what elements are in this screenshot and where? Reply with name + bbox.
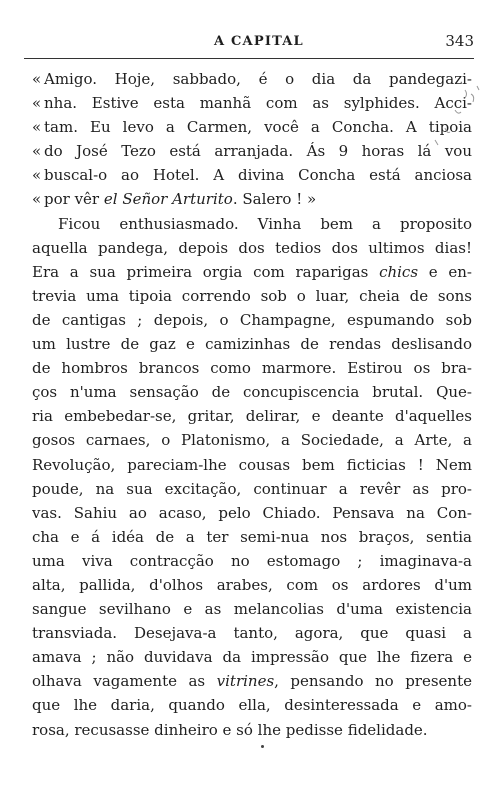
text-line (32, 67, 472, 91)
text-line (32, 621, 472, 645)
line-text: Era a sua primeira orgia com raparigas (32, 262, 380, 281)
line-text: Revolução, pareciam-lhe cousas bem ficticias ! Nem (32, 455, 472, 474)
text-line (32, 163, 472, 187)
line-text: , pensando no presente (274, 672, 472, 691)
line-text: e en- (418, 262, 472, 281)
text-line (32, 693, 472, 717)
line-text: trevia uma tipoia correndo sob o luar, cheia de sons (32, 286, 472, 305)
text-line (32, 453, 472, 477)
line-text: . Salero ! » (232, 190, 317, 209)
quote-mark: « (32, 118, 42, 137)
text-line (32, 573, 472, 597)
body-text (32, 67, 472, 742)
text-line (32, 115, 472, 139)
text-line (32, 597, 472, 621)
line-text: que lhe daria, quando ella, desinteressada e amo- (32, 696, 472, 715)
line-text: amava ; não duvidava da impressão que lhe fizera e (32, 648, 472, 667)
line-text: por vêr (44, 190, 104, 209)
line-text: ria embebedar-se, gritar, delirar, e deante d'aquelles (32, 407, 472, 426)
text-line (32, 356, 472, 380)
italic-text: el Señor Arturito (103, 190, 233, 209)
line-text: aquella pandega, depois dos tedios dos ultimos dias! (32, 238, 472, 257)
line-text: rosa, recusasse dinheiro e só lhe pedisse fidelidade. (32, 720, 428, 739)
header-rule (24, 58, 474, 59)
text-line (32, 284, 472, 308)
text-line (32, 260, 472, 284)
line-text: olhava vagamente as (32, 672, 217, 691)
line-text: Ficou enthusiasmado. Vinha bem a proposito (58, 214, 472, 233)
text-line (32, 718, 472, 742)
line-text: de cantigas ; depois, o Champagne, espumando sob (32, 310, 472, 329)
line-text: alta, pallida, d'olhos arabes, com os ardores d'um (32, 575, 472, 594)
running-title: A CAPITAL (214, 34, 304, 49)
line-text: poude, na sua excitação, continuar a revêr as pro- (32, 479, 472, 498)
text-line (32, 332, 472, 356)
line-text: transviada. Desejava-a tanto, agora, que quasi a (32, 624, 472, 643)
line-text: nha. Estive esta manhã com as sylphides. Acci- (44, 94, 472, 113)
text-line (32, 428, 472, 452)
quote-mark: « (32, 142, 42, 161)
text-line (32, 91, 472, 115)
page-dot (261, 745, 264, 748)
italic-text: vitrines (216, 672, 275, 691)
margin-scribble-marks (425, 80, 485, 160)
text-line (32, 669, 472, 693)
text-line (32, 645, 472, 669)
line-text: Amigo. Hoje, sabbado, é o dia da pandegazi- (44, 70, 472, 88)
line-text: ços n'uma sensação de concupiscencia brutal. Que- (32, 383, 472, 402)
line-text: de hombros brancos como marmore. Estirou os bra- (32, 359, 472, 378)
line-text: uma viva contracção no estomago ; imaginava-a (32, 551, 472, 570)
quote-mark: « (32, 166, 42, 185)
line-text: do José Tezo está arranjada. Ás 9 horas lá vou (44, 142, 472, 161)
line-text: buscal-o ao Hotel. A divina Concha está anciosa (44, 166, 472, 185)
page-header (24, 32, 474, 54)
text-line (32, 139, 472, 163)
text-line (32, 404, 472, 428)
quote-mark: « (32, 70, 42, 88)
text-line (32, 525, 472, 549)
quote-mark: « (32, 94, 42, 113)
text-line (32, 187, 472, 211)
text-line (32, 549, 472, 573)
line-text: gosos carnaes, o Platonismo, a Sociedade, a Arte, a (32, 431, 472, 450)
line-text: vas. Sahiu ao acaso, pelo Chiado. Pensava na Con- (32, 503, 472, 522)
text-line (32, 308, 472, 332)
line-text: cha e á idéa de a ter semi-nua nos braços, sentia (32, 527, 472, 546)
text-line (32, 380, 472, 404)
page-number: 343 (445, 32, 474, 50)
line-text: tam. Eu levo a Carmen, você a Concha. A tipoia (44, 118, 472, 137)
quote-mark: « (32, 190, 42, 209)
line-text: sangue sevilhano e as melancolias d'uma existencia (32, 600, 472, 619)
text-line (32, 477, 472, 501)
line-text: um lustre de gaz e camizinhas de rendas deslisando (32, 335, 472, 354)
text-line (32, 501, 472, 525)
text-line (32, 212, 472, 236)
text-line (32, 236, 472, 260)
italic-text: chics (379, 262, 419, 281)
